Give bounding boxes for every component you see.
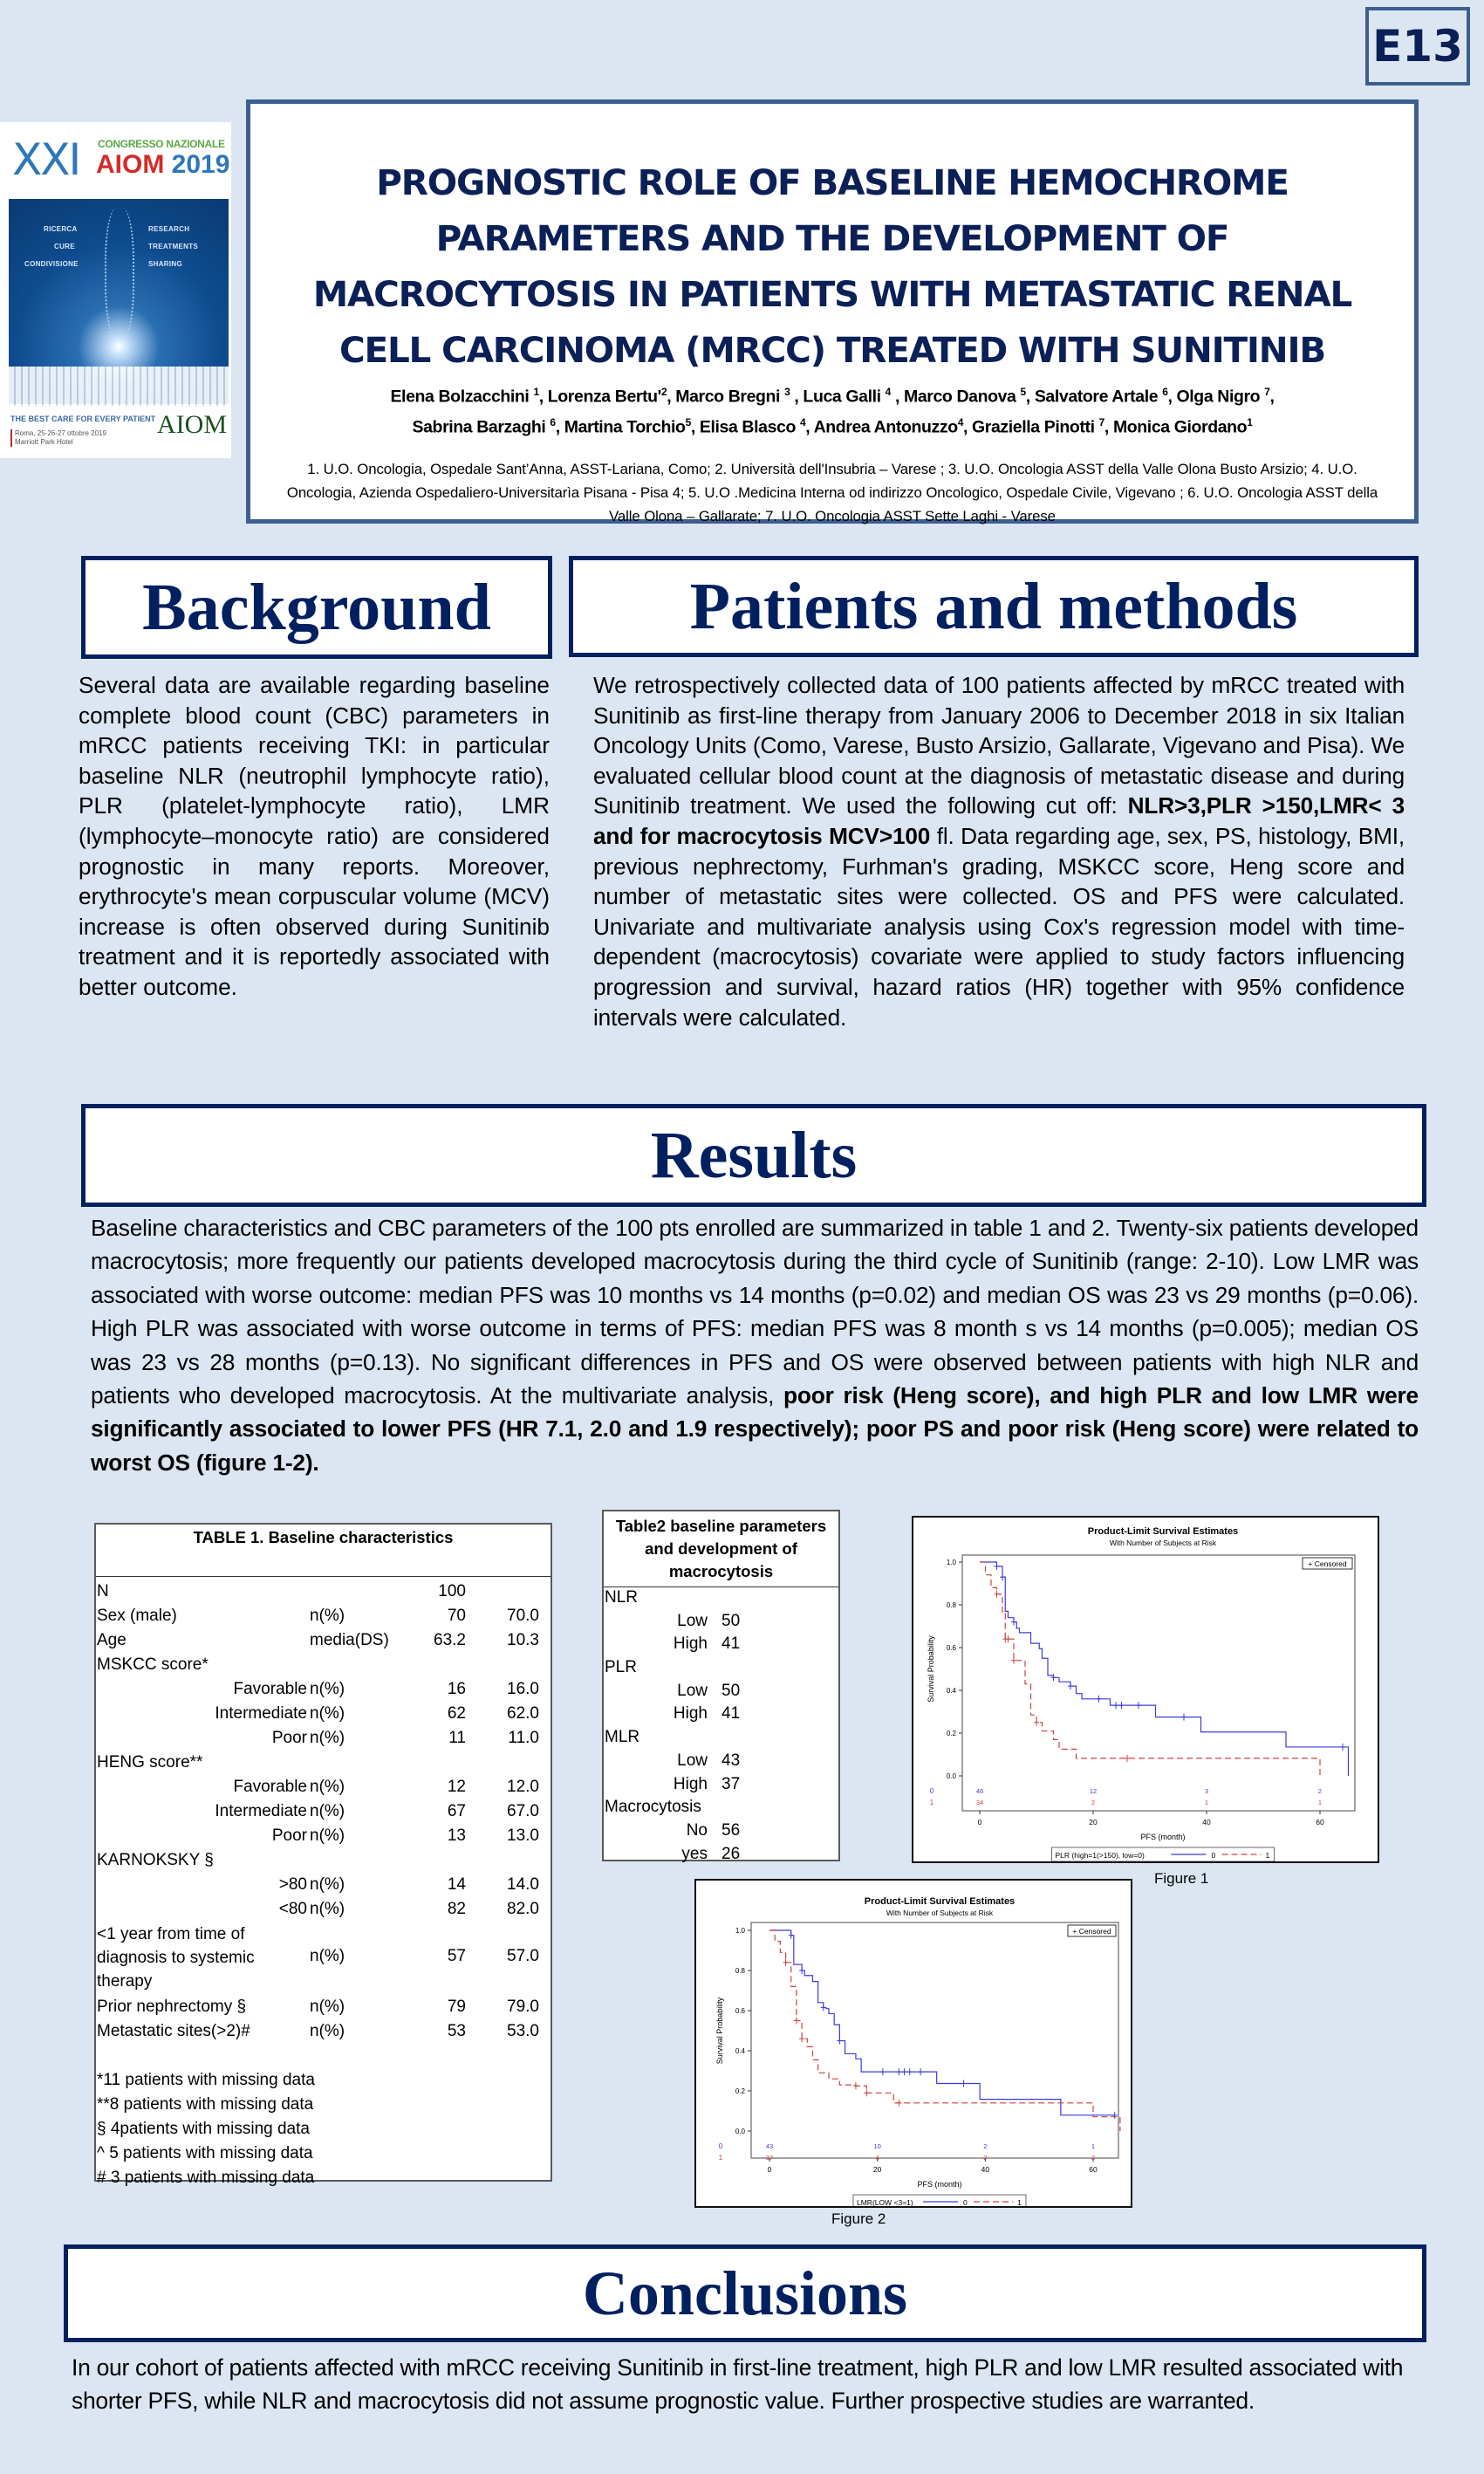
- author-name: , Lorenza Bertu': [538, 387, 661, 407]
- row-label: Metastatic sites(>2)#: [97, 2022, 250, 2040]
- at-risk-count: 37: [765, 2154, 774, 2162]
- at-risk-group-label: 1: [929, 1799, 934, 1806]
- count-value: 100: [438, 1582, 466, 1600]
- y-tick-label: 0.6: [946, 1644, 956, 1652]
- logo-location: Roma, 25-26-27 ottobre 2019 Marriott Park Hotel: [10, 429, 106, 447]
- affiliation-mark: 5: [1020, 386, 1026, 398]
- table-row: [96, 2069, 551, 2094]
- km-chart-plr: [913, 1518, 1378, 1861]
- author-name: , Andrea Antonuzzo: [805, 417, 958, 436]
- table-row: [96, 1874, 551, 1898]
- author-name: Sabrina Barzaghi: [412, 417, 551, 436]
- row-sublabel: Poor: [271, 1729, 307, 1747]
- table-row: [96, 1751, 551, 1776]
- table-row: [604, 1751, 838, 1774]
- count-value: 82: [447, 1900, 466, 1918]
- legend-item: 1: [1265, 1851, 1270, 1860]
- y-tick-label: 0.2: [946, 1730, 956, 1737]
- footnote: *11 patients with missing data: [97, 2071, 315, 2089]
- row-sublabel: Intermediate: [215, 1704, 307, 1723]
- stat-type: n(%): [310, 2022, 345, 2040]
- at-risk-count: 43: [765, 2142, 774, 2150]
- table-row: [96, 1654, 551, 1678]
- percent-value: 13.0: [507, 1826, 539, 1845]
- stat-type: n(%): [310, 1998, 345, 2016]
- survival-curve-1: [769, 1930, 1120, 2131]
- methods-heading-box: [569, 556, 1419, 657]
- logo-tagline: THE BEST CARE FOR EVERY PATIENT: [10, 415, 156, 423]
- km-chart-lmr: [696, 1881, 1131, 2206]
- author-name: , Marco Danova: [890, 387, 1021, 407]
- y-tick-label: 0.8: [735, 1967, 745, 1975]
- stat-type: n(%): [310, 1875, 345, 1894]
- row-value: 50: [721, 1611, 741, 1630]
- table-row: [96, 1776, 551, 1800]
- at-risk-count: 34: [975, 1799, 984, 1806]
- table-baseline-characteristics: [94, 1523, 552, 2187]
- table2-title: Table2 baseline parameters and development of macrocytosis: [604, 1511, 838, 1587]
- x-tick-label: 0: [767, 2165, 772, 2174]
- author-name: , Olga Nigro: [1167, 387, 1265, 407]
- stat-type: n(%): [310, 1900, 345, 1918]
- survival-curve-0: [769, 1930, 1115, 2115]
- at-risk-count: 12: [1089, 1787, 1098, 1795]
- row-label: High: [673, 1704, 708, 1724]
- table-row: [604, 1703, 838, 1727]
- author-name: ,: [1269, 387, 1275, 407]
- figure-1-caption: Figure 1: [1154, 1870, 1209, 1887]
- at-risk-count: 1: [1091, 2142, 1096, 2150]
- row-sublabel: <80: [278, 1900, 307, 1918]
- y-tick-label: 0.4: [946, 1687, 956, 1695]
- percent-value: 67.0: [507, 1802, 539, 1820]
- row-label: Age: [97, 1631, 127, 1649]
- table-row: [96, 2142, 551, 2167]
- row-label: Sex (male): [97, 1607, 177, 1625]
- affiliation-mark: 7: [1098, 415, 1104, 428]
- table-row: [96, 1996, 551, 2020]
- count-value: 11: [448, 1729, 466, 1747]
- x-tick-label: 40: [1202, 1818, 1211, 1826]
- city-skyline-icon: [9, 367, 229, 406]
- row-label: Low: [677, 1681, 708, 1700]
- author-name: , Martina Torchio: [555, 417, 686, 436]
- table-row: [96, 1678, 551, 1703]
- title-box: [246, 99, 1419, 524]
- row-label: <1 year from time of diagnosis to systemic therapy: [97, 1925, 255, 1991]
- affiliation-mark: 1: [533, 386, 539, 398]
- row-label: High: [673, 1774, 708, 1793]
- row-sublabel: Favorable: [233, 1778, 307, 1796]
- percent-value: 70.0: [507, 1607, 539, 1625]
- x-tick-label: 0: [977, 1818, 982, 1826]
- percent-value: 57.0: [507, 1947, 539, 1965]
- row-value: 56: [721, 1820, 741, 1840]
- congress-logo: [0, 122, 231, 458]
- methods-text: We retrospectively collected data of 100 patients affected by mRCC treated with Sunitinib as first-line therapy from January 2006 to December 2018 in six Italian Oncology Units (Como, Varese, Busto Arsizio, Gallarate, Vigevano and Pisa). We evaluated cellular blood count at the diagnosis of metastatic disease and during Sunitinib treatment. We used the following cut off: NLR>3,PLR >150,LMR< 3 and for macrocytosis MCV>100 fl. Data regarding age, sex, PS, histology, BMI, previous nephrectomy, Furhman's grading, MSKCC score, Heng score and number of metastatic sites were collected. OS and PFS were calculated. Univariate and multivariate analysis using Cox's regression model with time-dependent (macrocytosis) covariate were applied to study factors influencing progression and survival, hazard ratios (HR) together with 95% confidence intervals were calculated.: [593, 672, 1405, 1031]
- stat-type: n(%): [310, 1680, 345, 1698]
- count-value: 57: [447, 1947, 466, 1965]
- table-row: [96, 1849, 551, 1874]
- percent-value: 11.0: [508, 1729, 539, 1747]
- table-row: [604, 1844, 838, 1867]
- count-value: 12: [447, 1778, 466, 1796]
- row-label: yes: [681, 1844, 708, 1863]
- table-baseline-parameters: [602, 1510, 840, 1861]
- plot-frame: [751, 1922, 1118, 2158]
- svg-text:+ Censored: + Censored: [1308, 1559, 1347, 1568]
- row-label: Low: [677, 1751, 708, 1770]
- percent-value: 16.0: [507, 1680, 539, 1698]
- affiliation-mark: 4: [885, 386, 891, 398]
- affiliation-mark: 7: [1264, 386, 1270, 398]
- authors: [250, 380, 1414, 440]
- at-risk-count: 4: [875, 2154, 879, 2162]
- poster-title: PROGNOSTIC ROLE OF BASELINE HEMOCHROME PARAMETERS AND THE DEVELOPMENT OF MACROCYTOSIS IN PATIENTS WITH METASTATIC RENAL CELL CARCINOMA (MRCC) TREATED WITH SUNITINIB: [312, 161, 1352, 371]
- row-value: 37: [721, 1774, 741, 1793]
- table-group-header: Macrocytosis: [605, 1798, 701, 1817]
- table-row: [96, 2167, 551, 2191]
- row-value: 50: [721, 1681, 741, 1700]
- author-name: , Marco Bregni: [667, 387, 785, 407]
- background-heading: Background: [142, 570, 491, 644]
- at-risk-count: 3: [1204, 1787, 1209, 1795]
- table-group-header: NLR: [605, 1588, 639, 1607]
- results-heading-box: [81, 1104, 1426, 1207]
- table-row: [96, 1580, 551, 1605]
- y-tick-label: 1.0: [735, 1927, 745, 1935]
- y-tick-label: 0.4: [735, 2047, 745, 2055]
- figure-1-km-plot: [912, 1516, 1379, 1863]
- at-risk-count: 10: [873, 2142, 881, 2150]
- at-risk-count: 46: [975, 1787, 984, 1795]
- author-name: , Elisa Blasco: [690, 417, 800, 436]
- at-risk-group-label: 0: [718, 2142, 723, 2150]
- author-name: , Salvatore Artale: [1025, 387, 1163, 407]
- stat-type: n(%): [310, 1826, 345, 1845]
- y-tick-label: 1.0: [946, 1559, 956, 1566]
- authors-line-1: [250, 380, 1414, 410]
- affiliation-mark: 4: [800, 415, 806, 428]
- x-tick-label: 20: [872, 2165, 882, 2174]
- footnote: # 3 patients with missing data: [97, 2169, 315, 2187]
- y-tick-label: 0.2: [735, 2087, 745, 2095]
- logo-name: AIOM 2019: [96, 150, 230, 179]
- y-axis-label: Survival Probability: [715, 1997, 724, 2065]
- row-sublabel: Poor: [271, 1826, 307, 1845]
- logo-word: SHARING: [148, 260, 182, 268]
- table-group-header: MLR: [605, 1728, 640, 1747]
- count-value: 14: [447, 1875, 466, 1894]
- row-label: KARNOKSKY §: [97, 1851, 214, 1869]
- author-name: , Monica Giordano: [1104, 417, 1248, 436]
- row-value: 26: [721, 1844, 741, 1863]
- row-value: 43: [721, 1751, 741, 1770]
- at-risk-count: 2: [1091, 2154, 1096, 2162]
- row-label: Low: [677, 1611, 708, 1630]
- x-tick-label: 20: [1089, 1818, 1098, 1826]
- stat-type: n(%): [310, 1802, 345, 1820]
- affiliation-mark: 2: [660, 386, 667, 398]
- legend-title: PLR (high=1(>150), low=0): [1055, 1851, 1145, 1860]
- at-risk-count: 2: [1091, 1799, 1096, 1806]
- at-risk-count: 2: [983, 2142, 988, 2150]
- table-row: [96, 1727, 551, 1751]
- dna-icon: [105, 208, 134, 339]
- table1-body: [96, 1577, 551, 2191]
- authors-line-2: [250, 410, 1414, 441]
- table-row: [604, 1820, 838, 1844]
- figure-2-km-plot: [694, 1879, 1132, 2208]
- at-risk-count: 1: [1317, 1799, 1323, 1806]
- chart-subtitle: With Number of Subjects at Risk: [1109, 1539, 1217, 1547]
- table-row: [96, 1825, 551, 1849]
- x-axis-label: PFS (month): [1140, 1833, 1186, 1841]
- affiliations: 1. U.O. Oncologia, Ospedale Sant’Anna, ASST-Lariana, Como; 2. Università dell'Insubria – Varese ; 3. U.O. Oncologia ASST della Valle Olona Busto Arsizio; 4. U.O. Oncologia, Azienda Ospedaliero-Universitarìa Pisana - Pisa 4; 5. U.O .Medicina Interna od indirizzo Oncologico, Ospedale Civile, Vigevano ; 6. U.O. Oncologia ASST della Valle Olona – Gallarate; 7. U.O. Oncologia ASST Sette Laghi - Varese: [286, 461, 1378, 524]
- row-label: HENG score**: [97, 1753, 203, 1772]
- stat-type: media(DS): [310, 1631, 389, 1649]
- footnote: § 4patients with missing data: [97, 2120, 310, 2138]
- legend-item: 0: [963, 2198, 968, 2206]
- percent-value: 62.0: [507, 1704, 539, 1723]
- svg-text:+ Censored: + Censored: [1072, 1927, 1111, 1936]
- footnote: **8 patients with missing data: [97, 2095, 314, 2114]
- table-row: [604, 1681, 838, 1704]
- x-tick-label: 40: [981, 2165, 990, 2174]
- logo-word: RICERCA: [44, 225, 78, 233]
- percent-value: 10.3: [507, 1631, 539, 1649]
- author-name: Elena Bolzacchini: [390, 387, 534, 407]
- x-axis-label: PFS (month): [917, 2180, 962, 2189]
- legend-item: 0: [1211, 1851, 1216, 1860]
- y-tick-label: 0.6: [735, 2007, 745, 2015]
- chart-title: Product-Limit Survival Estimates: [864, 1896, 1016, 1907]
- conclusions-heading: Conclusions: [582, 2258, 908, 2328]
- background-text: Several data are available regarding baseline complete blood count (CBC) parameters in mRCC patients receiving TKI: in particular baseline NLR (neutrophil lymphocyte ratio), PLR (platelet-lymphocyte ratio), LMR (lymphocyte–monocyte ratio) are considered prognostic in many reports. Moreover, erythrocyte's mean corpuscular volume (MCV) increase is often observed during Sunitinib treatment and it is reportedly associated with better outcome.: [79, 672, 550, 1000]
- table-row: [96, 1629, 551, 1654]
- affiliation-mark: 5: [685, 415, 691, 428]
- row-label: Prior nephrectomy §: [97, 1998, 247, 2016]
- count-value: 13: [447, 1826, 466, 1845]
- count-value: 70: [447, 1607, 466, 1625]
- row-label: MSKCC score*: [97, 1655, 209, 1674]
- table-row: [604, 1634, 838, 1657]
- table-row: [604, 1774, 838, 1798]
- results-text: Baseline characteristics and CBC parameters of the 100 pts enrolled are summarized in table 1 and 2. Twenty-six patients developed macrocytosis; more frequently our patients developed macrocytosis during the third cycle of Sunitinib (range: 2-10). Low LMR was associated with worse outcome: median PFS was 10 months vs 14 months (p=0.02) and median OS was 23 vs 29 months (p=0.06). High PLR was associated with worse outcome in terms of PFS: median PFS was 8 month s vs 14 months (p=0.005); median OS was 23 vs 28 months (p=0.13). No significant differences in PFS and OS were observed between patients with high NLR and patients who developed macrocytosis. At the multivariate analysis, poor risk (Heng score), and high PLR and low LMR were significantly associated to lower PFS (HR 7.1, 2.0 and 1.9 respectively); poor PS and poor risk (Heng score) were related to worst OS (figure 1-2).: [91, 1215, 1419, 1476]
- percent-value: 12.0: [507, 1778, 539, 1796]
- table-row: [96, 2094, 551, 2118]
- poster-code-badge: [1365, 7, 1470, 86]
- stat-type: n(%): [310, 1947, 345, 1965]
- table-row: [96, 2118, 551, 2142]
- footnote: ^ 5 patients with missing data: [97, 2144, 313, 2162]
- y-tick-label: 0.0: [735, 2128, 745, 2135]
- count-value: 63.2: [434, 1631, 466, 1649]
- plot-frame: [962, 1555, 1355, 1811]
- percent-value: 82.0: [507, 1900, 539, 1918]
- table-row: [96, 1800, 551, 1825]
- legend-title: LMR(LOW <3=1): [857, 2198, 913, 2206]
- table-group-header: PLR: [605, 1658, 637, 1677]
- table-row: [604, 1611, 838, 1634]
- row-label: No: [686, 1820, 708, 1840]
- logo-word: CURE: [54, 243, 75, 250]
- at-risk-count: 1: [1204, 1799, 1209, 1806]
- at-risk-group-label: 1: [718, 2154, 723, 2162]
- affiliation-mark: 3: [784, 386, 790, 398]
- figure-2-caption: Figure 2: [831, 2210, 886, 2227]
- legend-item: 1: [1017, 2198, 1022, 2206]
- affiliation-mark: 4: [957, 415, 963, 428]
- y-axis-label: Survival Probability: [927, 1635, 935, 1703]
- percent-value: 14.0: [507, 1875, 539, 1894]
- row-label: N: [97, 1582, 109, 1600]
- author-name: , Luca Galli: [790, 387, 886, 407]
- affiliation-mark: 1: [1247, 415, 1253, 428]
- row-sublabel: >80: [278, 1875, 307, 1894]
- table-row: [96, 1605, 551, 1629]
- row-value: 41: [721, 1634, 741, 1654]
- table-row: [96, 2020, 551, 2045]
- logo-word: CONDIVISIONE: [24, 260, 79, 268]
- table-row: [96, 1898, 551, 1922]
- logo-congress: CONGRESSO NAZIONALE: [98, 138, 225, 150]
- count-value: 67: [447, 1802, 466, 1820]
- results-heading: Results: [650, 1118, 858, 1192]
- chart-subtitle: With Number of Subjects at Risk: [886, 1909, 994, 1917]
- count-value: 79: [447, 1998, 466, 2016]
- table2-body: [604, 1587, 838, 1867]
- at-risk-count: 2: [1317, 1787, 1323, 1795]
- stat-type: n(%): [310, 1607, 345, 1625]
- x-tick-label: 60: [1089, 2165, 1098, 2174]
- count-value: 62: [447, 1704, 466, 1723]
- conclusions-heading-box: [64, 2244, 1426, 2342]
- row-sublabel: Intermediate: [215, 1802, 307, 1820]
- at-risk-group-label: 0: [929, 1787, 934, 1795]
- row-label: High: [673, 1634, 708, 1654]
- conclusions-text: In our cohort of patients affected with mRCC receiving Sunitinib in first-line treatment, high PLR and low LMR resulted associated with shorter PFS, while NLR and macrocytosis did not assume prognostic value. Further prospective studies are warranted.: [72, 2354, 1404, 2414]
- chart-title: Product-Limit Survival Estimates: [1087, 1526, 1239, 1537]
- count-value: 53: [447, 2022, 466, 2040]
- row-sublabel: Favorable: [233, 1680, 307, 1698]
- percent-value: 79.0: [507, 1998, 539, 2016]
- affiliation-mark: 6: [550, 415, 556, 428]
- survival-curve-1: [980, 1562, 1320, 1776]
- poster-code: E13: [1372, 21, 1463, 72]
- author-name: , Graziella Pinotti: [963, 417, 1099, 436]
- survival-curve-0: [980, 1562, 1349, 1776]
- logo-numeral: XXI: [12, 134, 80, 185]
- stat-type: n(%): [310, 1778, 345, 1796]
- y-tick-label: 0.0: [946, 1772, 956, 1780]
- stat-type: n(%): [310, 1704, 345, 1723]
- at-risk-count: 2: [983, 2154, 988, 2162]
- y-tick-label: 0.8: [946, 1601, 956, 1609]
- row-value: 41: [721, 1704, 741, 1724]
- methods-heading: Patients and methods: [689, 569, 1298, 643]
- x-tick-label: 60: [1316, 1818, 1324, 1826]
- table-row: [96, 1922, 551, 1996]
- percent-value: 53.0: [507, 2022, 539, 2040]
- affiliation-mark: 6: [1162, 386, 1168, 398]
- aiom-logo-icon: AIOM: [157, 410, 227, 439]
- count-value: 16: [447, 1680, 466, 1698]
- logo-word: RESEARCH: [148, 225, 190, 233]
- background-heading-box: [81, 556, 552, 659]
- stat-type: n(%): [310, 1729, 345, 1747]
- table-row: [96, 1703, 551, 1727]
- logo-word: TREATMENTS: [148, 243, 199, 250]
- table1-title: TABLE 1. Baseline characteristics: [96, 1525, 551, 1577]
